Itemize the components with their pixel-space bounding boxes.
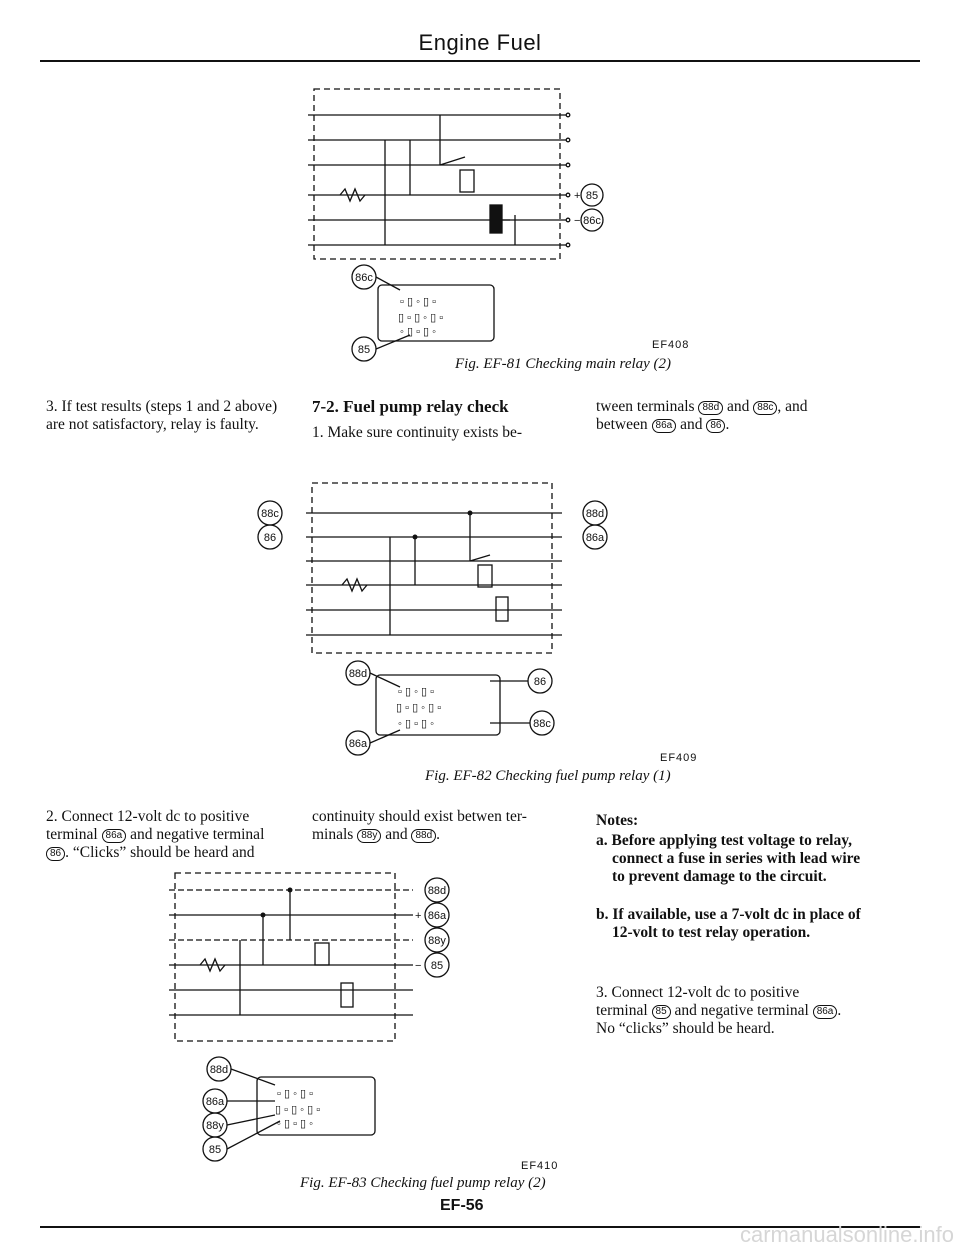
page-number: EF-56 [440, 1197, 484, 1214]
fig3-code: EF410 [521, 1160, 559, 1172]
fig2-right-86a-label: 86a [585, 532, 605, 544]
terminal-badge: 86a [652, 419, 677, 433]
continuity-text-2: continuity should exist betwen ter- minals 88y and 88d . [312, 808, 527, 843]
fig2-right-88d-label: 88d [585, 508, 605, 520]
watermark: carmanualsonline.info [739, 1222, 954, 1247]
svg-text:▫ ▯ ◦ ▯ ▫: ▫ ▯ ◦ ▯ ▫ [277, 1088, 314, 1100]
fig2-left-86-label: 86 [263, 532, 277, 544]
figure-ef83-diagram [165, 865, 485, 1175]
fig3-socket-88y-label: 88y [206, 1120, 224, 1132]
fig2-caption: Fig. EF-82 Checking fuel pump relay (1) [425, 768, 671, 784]
notes-heading: Notes: [596, 812, 639, 829]
fig1-code: EF408 [652, 339, 690, 351]
terminal-badge: 86 [706, 419, 725, 433]
svg-text:▫ ▯ ◦ ▯ ▫: ▫ ▯ ◦ ▯ ▫ [398, 686, 435, 698]
page-header-title: Engine Fuel [418, 30, 542, 55]
fig3-socket-88d-label: 88d [209, 1064, 229, 1076]
svg-text:◦ ▯ ▫ ▯ ◦: ◦ ▯ ▫ ▯ ◦ [277, 1118, 314, 1130]
terminal-badge: 88d [698, 401, 723, 415]
terminal-badge: 86 [46, 847, 65, 861]
terminal-badge: 88y [357, 829, 381, 843]
svg-text:▫ ▯ ◦ ▯ ▫: ▫ ▯ ◦ ▯ ▫ [400, 296, 437, 308]
section-heading-7-2: 7-2. Fuel pump relay check [312, 397, 509, 416]
svg-text:−: − [415, 960, 422, 972]
step3b-text: 3. Connect 12-volt dc to positive terminal 85 and negative terminal 86a . No “clicks” should be heard. [596, 984, 842, 1037]
svg-text:◦ ▯ ▫ ▯ ◦: ◦ ▯ ▫ ▯ ◦ [400, 326, 437, 338]
fig2-socket-88c-label: 88c [533, 718, 551, 730]
terminal-badge: 86a [102, 829, 127, 843]
step2-text: 2. Connect 12-volt dc to positive terminal 86a and negative terminal 86 . “Clicks” should be heard and [46, 808, 265, 861]
fig3-right-86a-label: 86a [427, 910, 447, 922]
svg-text:−: − [574, 215, 581, 227]
svg-text:◦ ▯ ▫ ▯ ◦: ◦ ▯ ▫ ▯ ◦ [398, 718, 435, 730]
terminal-badge: 85 [652, 1005, 671, 1019]
terminal-badge: 86a [813, 1005, 838, 1019]
fig3-socket-85-label: 85 [208, 1144, 222, 1156]
continuity-text-1: tween terminals 88d and 88c , and between 86a and 86 . [596, 398, 808, 433]
terminal-badge: 88d [411, 829, 436, 843]
terminal-badge: 88c [753, 401, 777, 415]
fig1-socket-86c-label: 86c [355, 272, 373, 284]
fig2-socket-88d-label: 88d [348, 668, 368, 680]
svg-text:▯ ▫ ▯ ◦ ▯ ▫: ▯ ▫ ▯ ◦ ▯ ▫ [398, 312, 444, 324]
svg-text:▯ ▫ ▯ ◦ ▯ ▫: ▯ ▫ ▯ ◦ ▯ ▫ [396, 702, 442, 714]
fig3-caption: Fig. EF-83 Checking fuel pump relay (2) [300, 1175, 546, 1191]
fig3-right-88d-label: 88d [427, 885, 447, 897]
fig1-terminal-86c-label: 86c [583, 215, 601, 227]
svg-text:+: + [415, 910, 422, 922]
fig2-left-88c-label: 88c [261, 508, 279, 520]
fig2-socket-86a-label: 86a [348, 738, 368, 750]
svg-text:▯ ▫ ▯ ◦ ▯ ▫: ▯ ▫ ▯ ◦ ▯ ▫ [275, 1104, 321, 1116]
fig3-right-85-label: 85 [430, 960, 444, 972]
step1-text: 1. Make sure continuity exists be- [312, 424, 523, 441]
fig2-code: EF409 [660, 752, 698, 764]
figure-ef82-diagram [250, 475, 630, 765]
fig2-socket-86-label: 86 [533, 676, 547, 688]
note-a: a. Before applying test voltage to relay, connect a fuse in series with lead wire to prevent damage to the circuit. [596, 832, 861, 885]
svg-text:+: + [574, 190, 581, 202]
fig1-socket-85-label: 85 [357, 344, 371, 356]
note-b: b. If available, use a 7-volt dc in place of 12-volt to test relay operation. [596, 906, 861, 941]
fig3-socket-86a-label: 86a [205, 1096, 225, 1108]
fig1-terminal-85-label: 85 [585, 190, 599, 202]
step3-text: 3. If test results (steps 1 and 2 above) are not satisfactory, relay is faulty. [46, 398, 278, 433]
figure-ef81-diagram [300, 85, 660, 385]
fig1-caption: Fig. EF-81 Checking main relay (2) [455, 356, 672, 372]
fig3-right-88y-label: 88y [428, 935, 446, 947]
header-rule [40, 60, 920, 62]
